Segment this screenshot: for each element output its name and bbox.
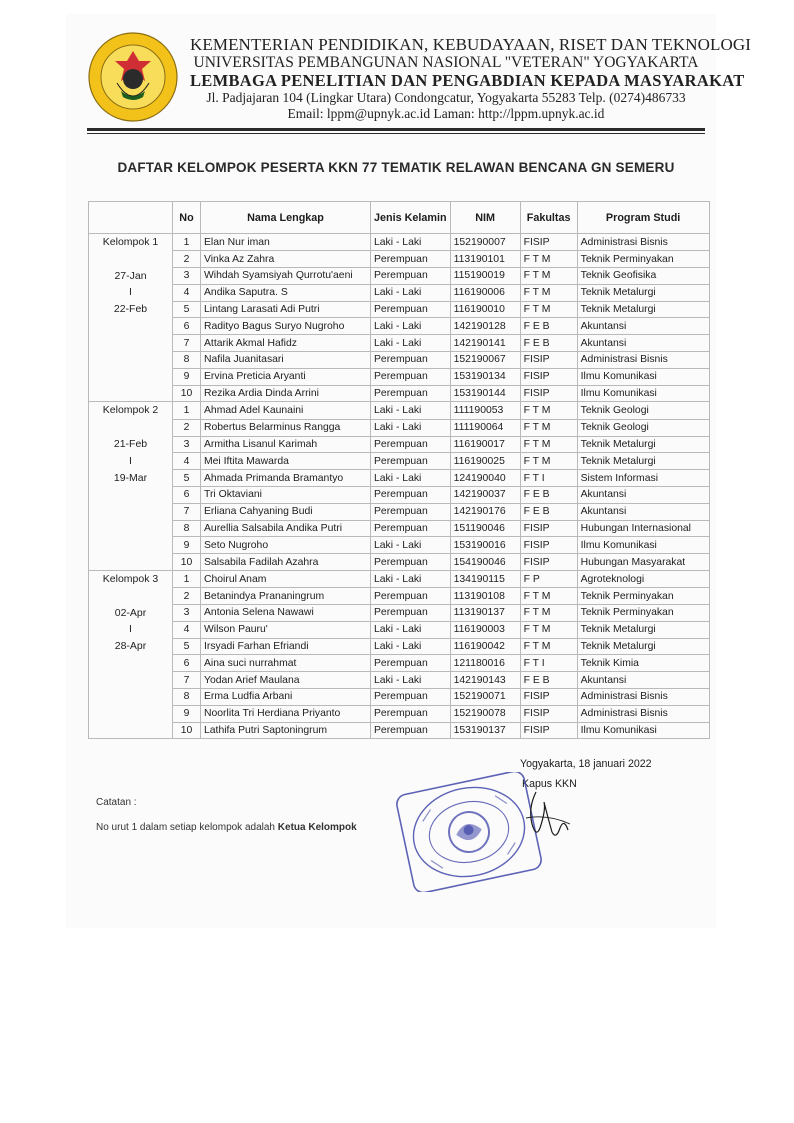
cell-nama: Robertus Belarminus Rangga [201,419,371,436]
cell-prodi: Ilmu Komunikasi [577,722,709,739]
cell-no: 9 [173,537,201,554]
group-label-cell [89,655,173,672]
cell-fakultas: F T M [520,588,577,605]
table-row [89,318,710,335]
group-label-cell [89,588,173,605]
header-nama: Nama Lengkap [201,202,371,234]
university-name: UNIVERSITAS PEMBANGUNAN NASIONAL "VETERAN" YOGYAKARTA [193,54,699,71]
cell-nim: 124190040 [450,470,520,487]
cell-prodi: Agroteknologi [577,570,709,587]
table-row [89,672,710,689]
table-body [89,234,710,739]
table-row [89,621,710,638]
table-row [89,335,710,352]
cell-jenis-kelamin: Perempuan [371,301,451,318]
cell-nama: Andika Saputra. S [201,284,371,301]
letterhead-rule-thin [87,133,705,134]
cell-nama: Ervina Preticia Aryanti [201,368,371,385]
group-label-cell [89,251,173,268]
group-label-line: 02-Apr [114,606,147,619]
cell-no: 6 [173,655,201,672]
table-row [89,301,710,318]
cell-fakultas: F T M [520,436,577,453]
cell-fakultas: F T M [520,605,577,622]
cell-nim: 111190053 [450,402,520,419]
cell-jenis-kelamin: Perempuan [371,251,451,268]
group-label-line: Kelompok 3 [102,572,159,585]
cell-nim: 152190067 [450,352,520,369]
cell-fakultas: FISIP [520,234,577,251]
group-label-cell [89,301,173,318]
group-label-cell [89,419,173,436]
cell-fakultas: FISIP [520,554,577,571]
table-row [89,588,710,605]
table-row [89,722,710,739]
cell-nim: 116190042 [450,638,520,655]
group-label-cell [89,554,173,571]
cell-nim: 142190128 [450,318,520,335]
place-date: Yogyakarta, 18 januari 2022 [520,758,652,770]
table-row [89,385,710,402]
notes-text-plain: No urut 1 dalam setiap kelompok adalah [96,822,278,833]
group-label-cell [89,570,173,587]
cell-fakultas: FISIP [520,537,577,554]
cell-prodi: Administrasi Bisnis [577,234,709,251]
cell-no: 5 [173,638,201,655]
table-row [89,554,710,571]
table-header-row [89,202,710,234]
cell-nim: 116190017 [450,436,520,453]
cell-nama: Noorlita Tri Herdiana Priyanto [201,705,371,722]
cell-no: 3 [173,605,201,622]
cell-no: 3 [173,436,201,453]
cell-nama: Wihdah Syamsiyah Qurrotu'aeni [201,268,371,285]
cell-nim: 153190134 [450,368,520,385]
cell-nim: 116190025 [450,453,520,470]
group-label-line: Kelompok 1 [102,236,159,248]
group-label-cell [89,672,173,689]
group-label-cell [89,352,173,369]
cell-fakultas: F E B [520,503,577,520]
cell-no: 4 [173,621,201,638]
notes-text [96,822,357,833]
cell-no: 1 [173,402,201,419]
table-row [89,453,710,470]
cell-prodi: Akuntansi [577,318,709,335]
cell-no: 5 [173,470,201,487]
group-label-cell [89,689,173,706]
cell-no: 7 [173,335,201,352]
cell-jenis-kelamin: Laki - Laki [371,638,451,655]
cell-no: 3 [173,268,201,285]
group-label-cell [89,605,173,622]
cell-jenis-kelamin: Laki - Laki [371,234,451,251]
table-row [89,705,710,722]
ministry-name: KEMENTERIAN PENDIDIKAN, KEBUDAYAAN, RISET DAN TEKNOLOGI [190,35,751,54]
cell-nama: Mei Iftita Mawarda [201,453,371,470]
cell-nama: Aurellia Salsabila Andika Putri [201,520,371,537]
cell-fakultas: F T I [520,470,577,487]
cell-nama: Radityo Bagus Suryo Nugroho [201,318,371,335]
table-row [89,402,710,419]
cell-no: 8 [173,689,201,706]
cell-no: 2 [173,251,201,268]
cell-prodi: Administrasi Bisnis [577,352,709,369]
group-label-cell [89,621,173,638]
cell-nama: Tri Oktaviani [201,486,371,503]
table-row [89,689,710,706]
table-row [89,234,710,251]
handwritten-signature [518,788,578,848]
cell-fakultas: FISIP [520,689,577,706]
cell-no: 4 [173,453,201,470]
cell-prodi: Ilmu Komunikasi [577,385,709,402]
cell-jenis-kelamin: Perempuan [371,605,451,622]
cell-jenis-kelamin: Perempuan [371,655,451,672]
cell-jenis-kelamin: Perempuan [371,554,451,571]
group-label-cell [89,470,173,487]
cell-nama: Lathifa Putri Saptoningrum [201,722,371,739]
cell-jenis-kelamin: Perempuan [371,453,451,470]
table-row [89,436,710,453]
group-label-cell [89,402,173,419]
cell-prodi: Teknik Metalurgi [577,453,709,470]
cell-jenis-kelamin: Perempuan [371,436,451,453]
cell-no: 10 [173,722,201,739]
table-row [89,352,710,369]
cell-nim: 142190176 [450,503,520,520]
participant-table [88,201,710,739]
cell-prodi: Teknik Geologi [577,402,709,419]
cell-jenis-kelamin: Laki - Laki [371,419,451,436]
cell-nama: Vinka Az Zahra [201,251,371,268]
cell-jenis-kelamin: Perempuan [371,385,451,402]
group-label-cell [89,335,173,352]
cell-prodi: Teknik Geologi [577,419,709,436]
cell-nim: 152190071 [450,689,520,706]
cell-fakultas: FISIP [520,722,577,739]
cell-nama: Rezika Ardia Dinda Arrini [201,385,371,402]
cell-jenis-kelamin: Laki - Laki [371,402,451,419]
cell-no: 9 [173,368,201,385]
header-group [89,202,173,234]
group-label-cell [89,318,173,335]
cell-jenis-kelamin: Perempuan [371,705,451,722]
cell-nama: Ahmada Primanda Bramantyo [201,470,371,487]
cell-no: 5 [173,301,201,318]
table-row [89,570,710,587]
cell-fakultas: FISIP [520,368,577,385]
cell-nama: Nafila Juanitasari [201,352,371,369]
cell-fakultas: FISIP [520,520,577,537]
cell-prodi: Akuntansi [577,503,709,520]
cell-nama: Aina suci nurrahmat [201,655,371,672]
cell-fakultas: F T M [520,268,577,285]
cell-nama: Betanindya Prananingrum [201,588,371,605]
cell-prodi: Administrasi Bisnis [577,705,709,722]
cell-fakultas: F E B [520,318,577,335]
group-label-line: I [129,454,132,467]
group-label-line: I [129,623,132,636]
group-label-cell [89,705,173,722]
group-label-cell [89,722,173,739]
cell-nim: 153190016 [450,537,520,554]
cell-nama: Attarik Akmal Hafidz [201,335,371,352]
cell-jenis-kelamin: Laki - Laki [371,335,451,352]
cell-prodi: Akuntansi [577,486,709,503]
letterhead-rule-thick [87,128,705,131]
cell-nim: 151190046 [450,520,520,537]
group-label-line: I [129,286,132,299]
table-row [89,470,710,487]
table-row [89,605,710,622]
document-title: DAFTAR KELOMPOK PESERTA KKN 77 TEMATIK RELAWAN BENCANA GN SEMERU [117,160,675,175]
cell-nim: 142190037 [450,486,520,503]
group-label-cell [89,537,173,554]
cell-prodi: Teknik Perminyakan [577,605,709,622]
cell-no: 1 [173,234,201,251]
cell-fakultas: F T M [520,402,577,419]
cell-no: 6 [173,318,201,335]
table-row [89,503,710,520]
cell-fakultas: F T M [520,638,577,655]
cell-nama: Seto Nugroho [201,537,371,554]
cell-jenis-kelamin: Perempuan [371,503,451,520]
group-label-line: 22-Feb [113,303,148,316]
header-prodi: Program Studi [577,202,709,234]
cell-prodi: Teknik Metalurgi [577,436,709,453]
group-label-cell [89,268,173,285]
cell-prodi: Teknik Metalurgi [577,621,709,638]
cell-jenis-kelamin: Perempuan [371,352,451,369]
cell-prodi: Hubungan Internasional [577,520,709,537]
cell-nama: Ahmad Adel Kaunaini [201,402,371,419]
cell-nim: 113190137 [450,605,520,622]
cell-prodi: Sistem Informasi [577,470,709,487]
cell-jenis-kelamin: Laki - Laki [371,284,451,301]
cell-jenis-kelamin: Perempuan [371,520,451,537]
cell-prodi: Teknik Metalurgi [577,638,709,655]
table-row [89,537,710,554]
table-row [89,268,710,285]
cell-nama: Yodan Arief Maulana [201,672,371,689]
cell-prodi: Teknik Perminyakan [577,251,709,268]
cell-prodi: Teknik Kimia [577,655,709,672]
cell-prodi: Ilmu Komunikasi [577,537,709,554]
group-label-cell [89,638,173,655]
group-label-cell [89,520,173,537]
cell-prodi: Akuntansi [577,672,709,689]
cell-nama: Lintang Larasati Adi Putri [201,301,371,318]
cell-nama: Erma Ludfia Arbani [201,689,371,706]
contact-line: Email: lppm@upnyk.ac.id Laman: http://lppm.upnyk.ac.id [287,106,605,121]
cell-nim: 115190019 [450,268,520,285]
cell-prodi: Teknik Metalurgi [577,301,709,318]
cell-prodi: Administrasi Bisnis [577,689,709,706]
cell-jenis-kelamin: Laki - Laki [371,621,451,638]
address-line: Jl. Padjajaran 104 (Lingkar Utara) Condongcatur, Yogyakarta 55283 Telp. (0274)486733 [206,90,686,105]
cell-fakultas: F E B [520,335,577,352]
cell-nama: Wilson Pauru' [201,621,371,638]
cell-nim: 152190078 [450,705,520,722]
cell-nim: 152190007 [450,234,520,251]
cell-nama: Choirul Anam [201,570,371,587]
cell-fakultas: F T M [520,251,577,268]
table-row [89,251,710,268]
group-label-line: 27-Jan [114,269,147,282]
cell-prodi: Akuntansi [577,335,709,352]
cell-no: 8 [173,352,201,369]
table-row [89,638,710,655]
cell-fakultas: FISIP [520,352,577,369]
cell-nim: 153190137 [450,722,520,739]
cell-no: 2 [173,588,201,605]
cell-nim: 154190046 [450,554,520,571]
cell-nama: Antonia Selena Nawawi [201,605,371,622]
cell-jenis-kelamin: Perempuan [371,588,451,605]
cell-prodi: Teknik Metalurgi [577,284,709,301]
cell-no: 6 [173,486,201,503]
cell-jenis-kelamin: Laki - Laki [371,570,451,587]
signatory-title: Kapus KKN [522,778,577,790]
cell-fakultas: F T M [520,453,577,470]
institute-name: LEMBAGA PENELITIAN DAN PENGABDIAN KEPADA MASYARAKAT [190,71,745,90]
cell-nama: Irsyadi Farhan Efriandi [201,638,371,655]
group-label-cell [89,503,173,520]
cell-fakultas: F T I [520,655,577,672]
cell-prodi: Teknik Perminyakan [577,588,709,605]
notes-text-bold: Ketua Kelompok [277,822,357,833]
cell-jenis-kelamin: Perempuan [371,689,451,706]
header-fakultas: Fakultas [520,202,577,234]
cell-nama: Erliana Cahyaning Budi [201,503,371,520]
notes-label: Catatan : [96,797,137,808]
cell-jenis-kelamin: Perempuan [371,368,451,385]
cell-nim: 142190143 [450,672,520,689]
cell-nim: 113190101 [450,251,520,268]
cell-jenis-kelamin: Laki - Laki [371,470,451,487]
cell-no: 8 [173,520,201,537]
cell-prodi: Teknik Geofisika [577,268,709,285]
cell-no: 7 [173,503,201,520]
table-row [89,520,710,537]
cell-no: 10 [173,554,201,571]
cell-jenis-kelamin: Perempuan [371,268,451,285]
cell-jenis-kelamin: Laki - Laki [371,318,451,335]
group-label-line: 28-Apr [114,640,147,653]
table-row [89,655,710,672]
cell-fakultas: FISIP [520,385,577,402]
cell-fakultas: F T M [520,284,577,301]
group-label-cell [89,436,173,453]
cell-fakultas: F T M [520,301,577,318]
group-label-line: 21-Feb [113,438,148,451]
cell-fakultas: F T M [520,621,577,638]
cell-nim: 116190006 [450,284,520,301]
group-label-cell [89,284,173,301]
cell-jenis-kelamin: Perempuan [371,722,451,739]
group-label-cell [89,486,173,503]
table-row [89,419,710,436]
group-label-cell [89,453,173,470]
cell-nim: 153190144 [450,385,520,402]
cell-fakultas: F T M [520,419,577,436]
cell-prodi: Ilmu Komunikasi [577,368,709,385]
group-label-cell [89,234,173,251]
cell-jenis-kelamin: Perempuan [371,486,451,503]
group-label-line: 19-Mar [113,471,148,484]
cell-nim: 134190115 [450,570,520,587]
cell-jenis-kelamin: Laki - Laki [371,537,451,554]
table-row [89,486,710,503]
cell-nama: Salsabila Fadilah Azahra [201,554,371,571]
cell-nim: 121180016 [450,655,520,672]
group-label-cell [89,368,173,385]
cell-no: 10 [173,385,201,402]
group-label-cell [89,385,173,402]
university-logo [87,31,179,123]
cell-prodi: Hubungan Masyarakat [577,554,709,571]
table-row [89,284,710,301]
cell-fakultas: F E B [520,672,577,689]
cell-no: 7 [173,672,201,689]
table-row [89,368,710,385]
cell-jenis-kelamin: Laki - Laki [371,672,451,689]
header-nim: NIM [450,202,520,234]
cell-fakultas: F P [520,570,577,587]
cell-no: 9 [173,705,201,722]
cell-nim: 116190010 [450,301,520,318]
cell-nama: Elan Nur iman [201,234,371,251]
cell-nim: 113190108 [450,588,520,605]
cell-no: 2 [173,419,201,436]
cell-nim: 142190141 [450,335,520,352]
cell-no: 4 [173,284,201,301]
header-no: No [173,202,201,234]
cell-nim: 116190003 [450,621,520,638]
cell-nama: Armitha Lisanul Karimah [201,436,371,453]
group-label-line: Kelompok 2 [102,404,159,417]
cell-fakultas: F E B [520,486,577,503]
cell-fakultas: FISIP [520,705,577,722]
cell-nim: 111190064 [450,419,520,436]
header-jenis-kelamin: Jenis Kelamin [371,202,451,234]
cell-no: 1 [173,570,201,587]
